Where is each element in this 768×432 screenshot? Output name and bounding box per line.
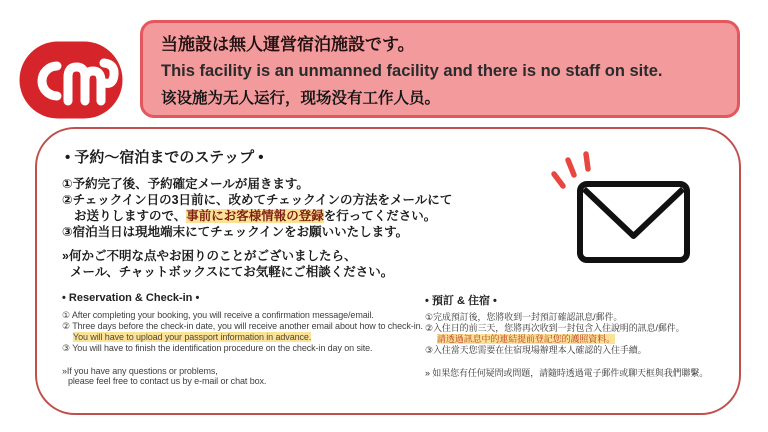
jp-step-2-highlight: 事前にお客様情報の登録 (186, 209, 324, 223)
en-step-3: ③ You will have to finish the identification procedure on the check-in day on site. (62, 343, 373, 353)
en-step-2-highlight: You will have to upload your passport information in advance. (73, 332, 312, 342)
en-step-2-highlight-line (73, 332, 311, 342)
jp-step-1: ①予約完了後、予約確定メールが届きます。 (62, 177, 309, 191)
jp-note-line2: メール、チャットボックスにてお気軽にご相談ください。 (70, 265, 394, 279)
brand-logo (18, 40, 124, 120)
banner-text-english: This facility is an unmanned facility and there is no staff on site. (161, 62, 663, 80)
jp-step-2-prefix: お送りしますので、 (74, 209, 187, 223)
brand-logo-icon (18, 40, 124, 120)
unmanned-facility-banner (140, 20, 740, 118)
section-title-chinese: • 預訂 & 住宿 • (425, 295, 497, 307)
zh-step-3: ③入住當天您需要在住宿現場辦理本人確認的入住手續。 (425, 345, 647, 355)
jp-step-2-suffix: を行ってください。 (323, 209, 437, 223)
zh-step-2-highlight: 請透過訊息中的連結提前登記您的護照資料。 (437, 334, 616, 344)
zh-step-2-line1: ②入住日的前三天，您將再次收到一封包含入住說明的訊息/郵件。 (425, 323, 685, 333)
jp-step-3: ③宿泊当日は現地端末にてチェックインをお願いいたします。 (62, 225, 409, 239)
banner-text-chinese: 该设施为无人运行，现场没有工作人员。 (161, 90, 441, 107)
jp-note-line1: »何かご不明な点やお困りのことがございましたら、 (62, 249, 357, 263)
envelope-icon (540, 148, 700, 270)
zh-note: » 如果您有任何疑問或問題，請隨時透過電子郵件或聊天框與我們聯繫。 (425, 368, 709, 378)
zh-step-1: ①完成預訂後，您將收到一封預訂確認訊息/郵件。 (425, 312, 623, 322)
section-title-english: • Reservation & Check-in • (62, 292, 200, 304)
en-step-2-line1: ② Three days before the check-in date, you will receive another email about how to check-in. (62, 321, 423, 331)
section-title-japanese: • 予約～宿泊までのステップ • (65, 149, 264, 166)
en-note-line1: »If you have any questions or problems, (62, 366, 218, 376)
notification-dashes-icon (554, 154, 588, 186)
en-note-line2: please feel free to contact us by e-mail or chat box. (68, 376, 267, 386)
jp-step-2-line1: ②チェックイン日の3日前に、改めてチェックインの方法をメールにて (62, 193, 453, 207)
banner-text-japanese: 当施設は無人運営宿泊施設です。 (161, 35, 415, 54)
en-step-1: ① After completing your booking, you will receive a confirmation message/email. (62, 310, 374, 320)
email-illustration (540, 148, 700, 270)
